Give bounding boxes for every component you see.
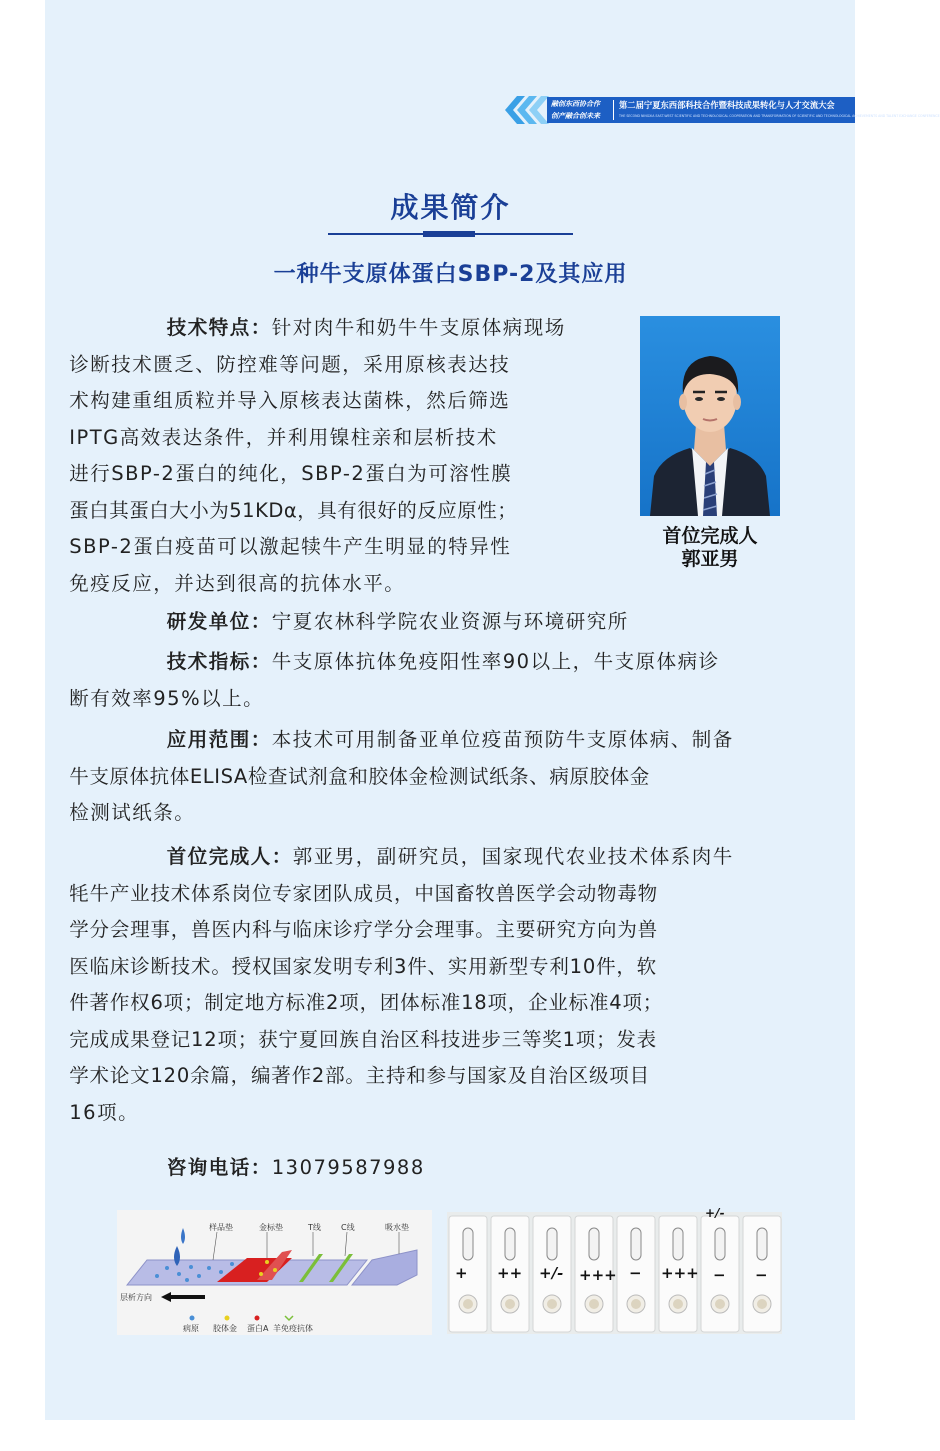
label-absorbent-pad: 吸水垫 [385,1223,409,1232]
strip-result-4: +++ [579,1266,617,1284]
strip-result-8: − [755,1266,768,1284]
label-t-line: T线 [308,1223,321,1232]
strip-result-5: − [629,1264,642,1282]
strip-result-6: +++ [661,1264,699,1282]
legend-colloidal-gold: 胶体金 [213,1324,237,1333]
strip-top-mark: +/- [705,1206,725,1220]
strip-result-1: + [455,1264,468,1282]
label-c-line: C线 [341,1223,355,1232]
section-title: 成果简介 [390,191,511,224]
test-strip-diagram [117,1210,432,1335]
strip-result-7: − [713,1266,726,1284]
chevron-icon [503,95,553,125]
strip-result-2: ++ [497,1264,523,1282]
paragraph-first-inventor: 首位完成人：郭亚男，副研究员，国家现代农业技术体系肉牛 牦牛产业技术体系岗位专家团队成员，中国畜牧兽医学会动物毒物 学分会理事，兽医内科与临床诊疗学分会理事。主要研究方向为兽 医临床诊断技术。授权国家发明专利3件、实用新型专利10件，软 件著作权6项；制定地方标准2项，团体标准18项，企业标准4项； 完成成果登记12项；获宁夏回族自治区科技进步三等奖1项；发表 学术论文120余篇，编著作2部。主持和参与国家及自治区级项目 16项。 [69,845,734,1124]
title-underline-accent [423,231,475,237]
legend-protein-a: 蛋白A [247,1324,269,1333]
portrait-caption: 首位完成人 郭亚男 [662,525,758,570]
paragraph-tech-indicators: 技术指标：牛支原体抗体免疫阳性率90以上，牛支原体病诊 断有效率95%以上。 [69,650,720,710]
phone-number: 13079587988 [271,1156,425,1179]
label-contact-phone: 咨询电话： [166,1156,272,1179]
legend-sheep-antibody: 羊免疫抗体 [273,1324,313,1333]
paragraph-rd-unit: 研发单位：宁夏农林科学院农业资源与环境研究所 [166,610,629,633]
label-sample-pad: 样品垫 [209,1223,233,1232]
label-first-inventor: 首位完成人： [166,845,293,868]
banner-divider [613,100,614,120]
legend-pathogen: 病原 [183,1324,199,1333]
label-gold-pad: 金标垫 [259,1223,283,1232]
test-cassettes-photo [447,1206,782,1334]
label-tech-features: 技术特点： [166,316,272,339]
paragraph-application-scope: 应用范围：本技术可用制备亚单位疫苗预防牛支原体病、制备 牛支原体抗体ELISA检查试剂盒和胶体金检测试纸条、病原胶体金 检测试纸条。 [69,728,734,824]
banner-slogan: 融创东西协合作 创产融合创未来 [551,100,600,120]
label-rd-unit: 研发单位： [166,610,272,633]
label-flow-direction: 层析方向 [120,1293,152,1302]
banner-conference-title-en: THE SECOND NINGXIA EAST-WEST SCIENTIFIC AND TECHNOLOGICAL COOPERATION AND TRANSFORMATION OF SCIENTIFIC AND TECHNOLOGICAL ACHIEVEMENTS AND TALENT EXCHANGE CONFERENCE [619,114,940,118]
achievement-title: 一种牛支原体蛋白SBP-2及其应用 [273,262,628,287]
paragraph-contact-phone [118,1150,798,1187]
label-application-scope: 应用范围： [166,728,272,751]
banner-bar [547,97,940,123]
banner-conference-title: 第二届宁夏东西部科技合作暨科技成果转化与人才交流大会 [619,100,835,110]
portrait-photo [640,316,780,516]
strip-result-3: +/- [539,1264,564,1282]
paragraph-tech-features: 技术特点：针对肉牛和奶牛牛支原体病现场 诊断技术匮乏、防控难等问题，采用原核表达技 术构建重组质粒并导入原核表达菌株，然后筛选 IPTG高效表达条件，并利用镍柱亲和层析技术 进行SBP-2蛋白的纯化，SBP-2蛋白为可溶性膜 蛋白其蛋白大小为51KDα，具有很好的反应原性； SBP-2蛋白疫苗可以激起犊牛产生明显的特异性 免疫反应，并达到很高的抗体水平。 [69,316,566,595]
label-tech-indicators: 技术指标： [166,650,272,673]
conference-banner [503,95,940,125]
